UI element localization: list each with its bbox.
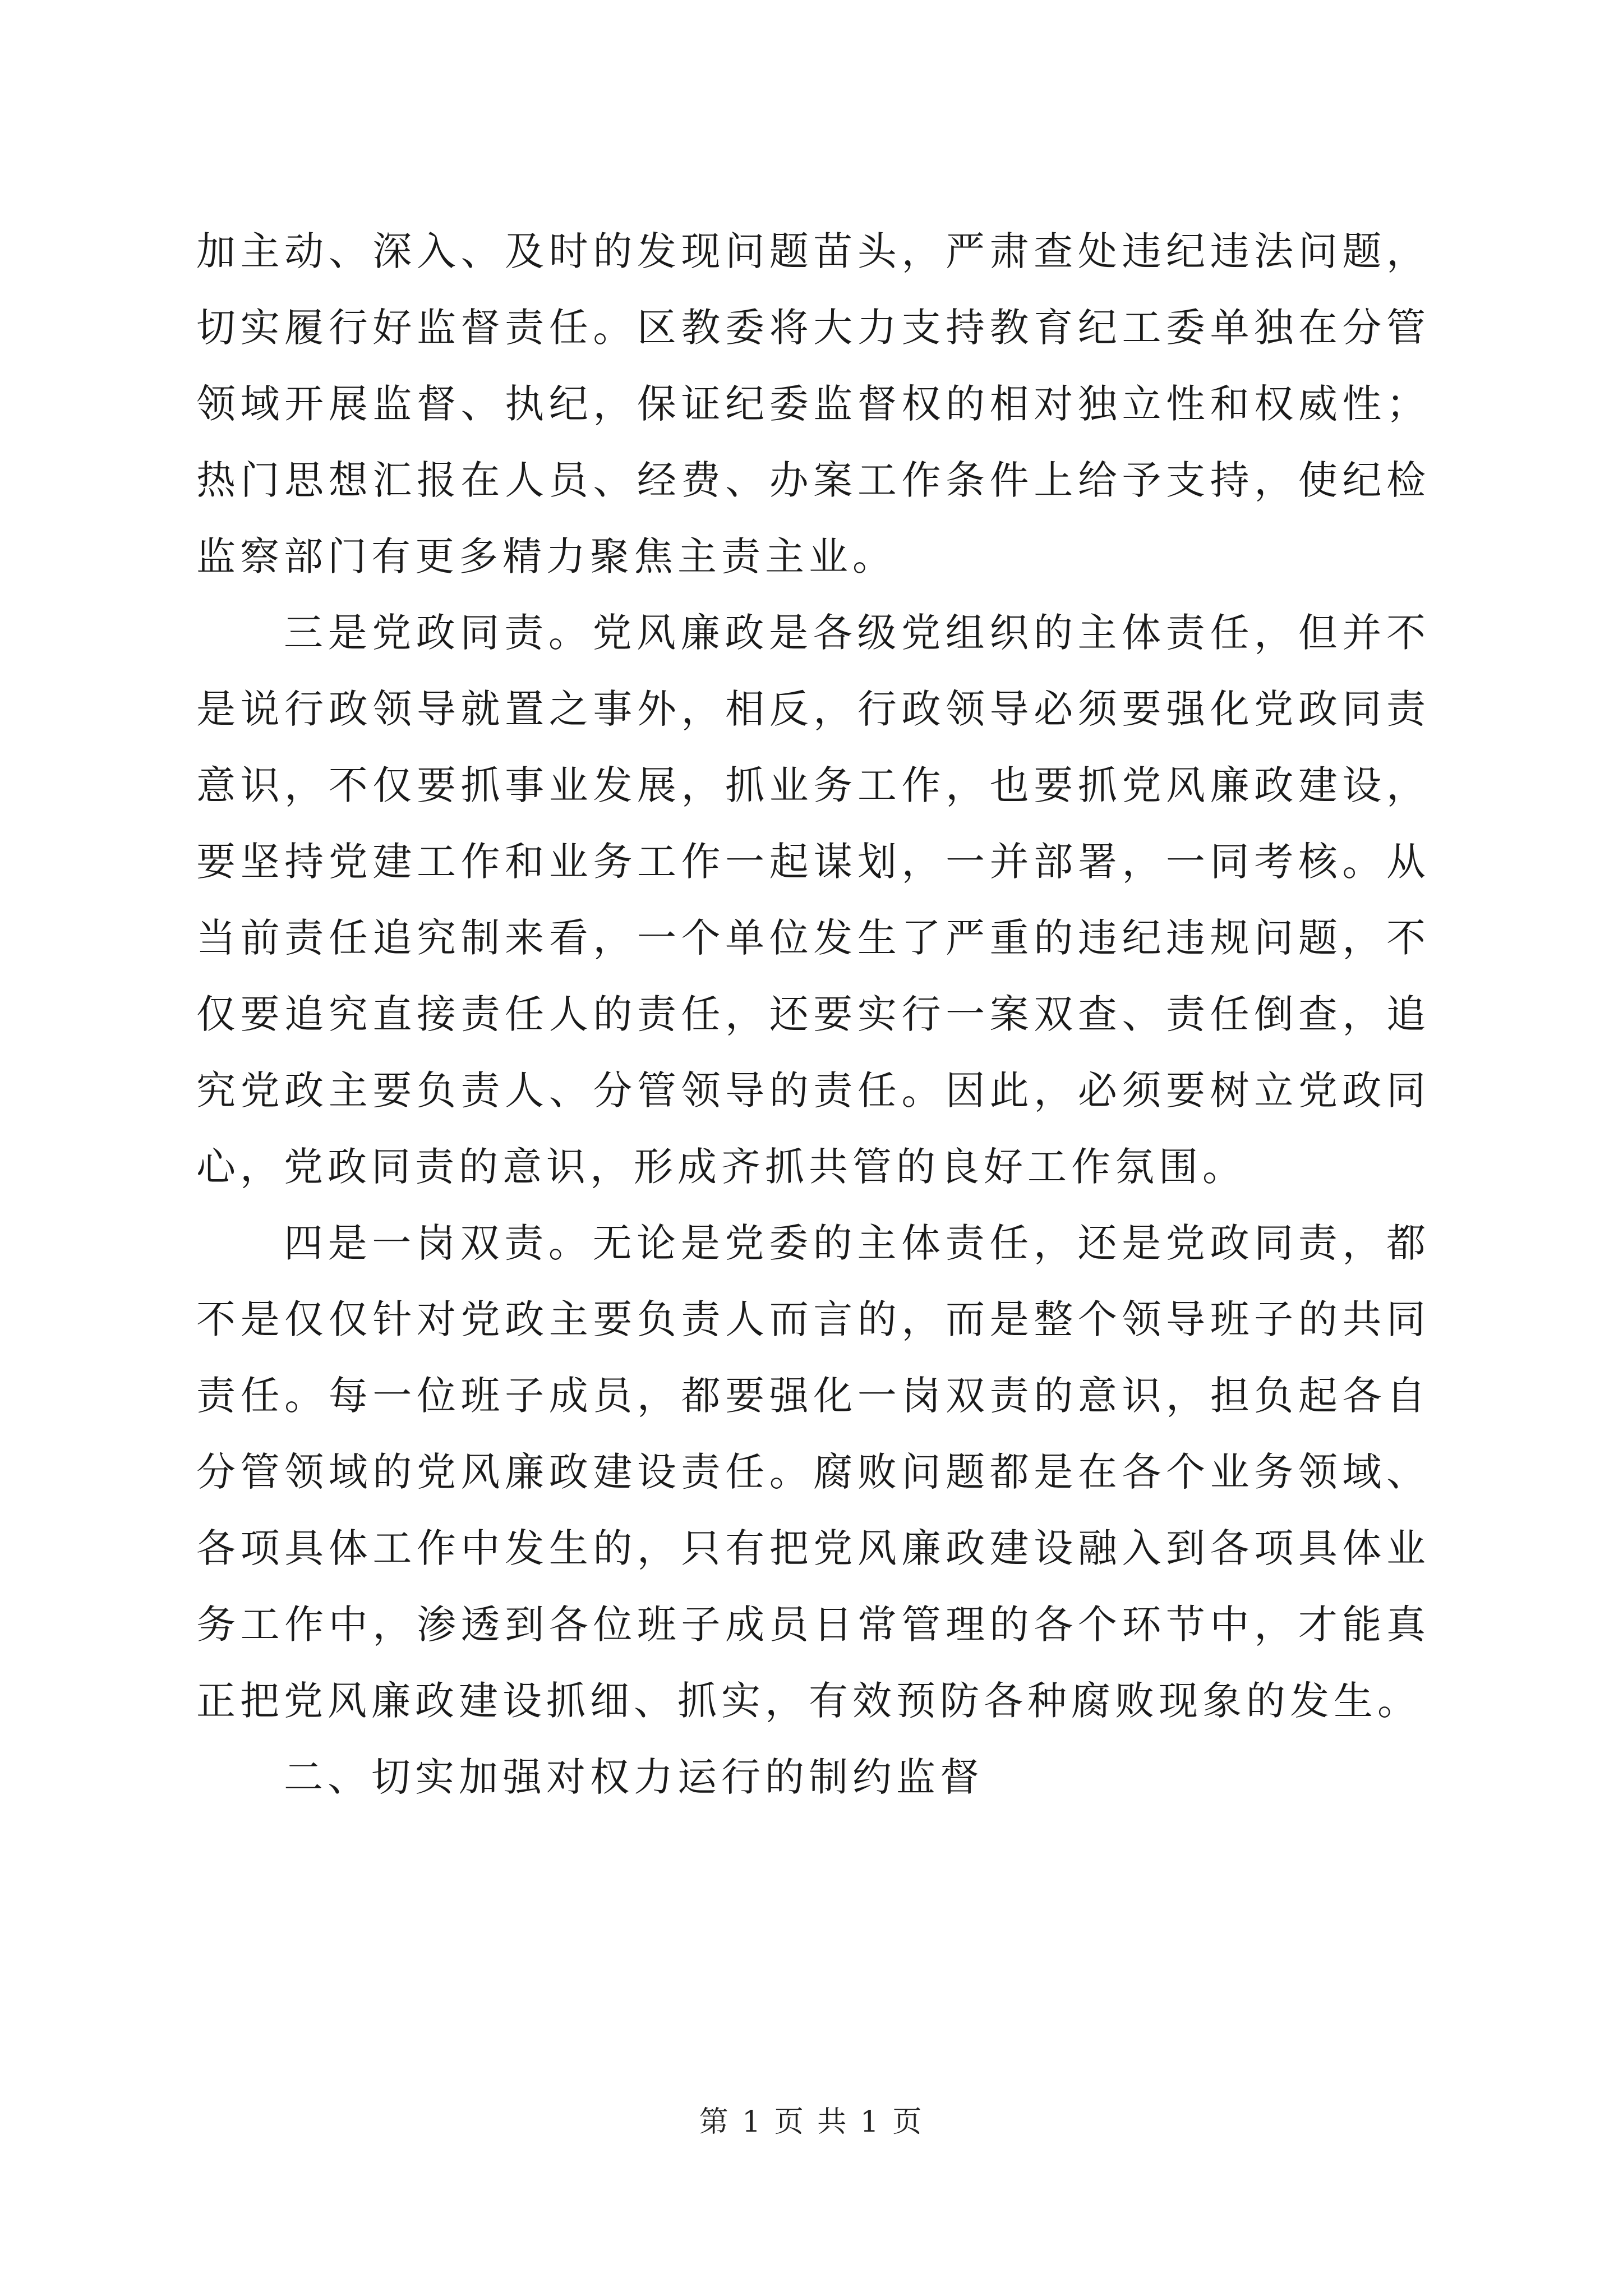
section-heading-power-supervision: 二、切实加强对权力运行的制约监督 xyxy=(284,1754,984,1800)
paragraph-supervision-duty: 加主动、深入、及时的发现问题苗头，严肃查处违纪违法问题，切实履行好监督责任。区教委将大力支持教育纪工委单独在分管领域开展监督、执纪，保证纪委监督权的相对独立性和权威性；热门思想汇报在人员、经费、办案工作条件上给予支持，使纪检监察部门有更多精力聚焦主责主业。 xyxy=(196,228,1430,579)
paragraph-one-post-two-duties: 四是一岗双责。无论是党委的主体责任，还是党政同责，都不是仅仅针对党政主要负责人而言的，而是整个领导班子的共同责任。每一位班子成员，都要强化一岗双责的意识，担负起各自分管领域的党风廉政建设责任。腐败问题都是在各个业务领域、各项具体工作中发生的，只有把党风廉政建设融入到各项具体业务工作中，渗透到各位班子成员日常管理的各个环节中，才能真正把党风廉政建设抓细、抓实，有效预防各种腐败现象的发生。 xyxy=(196,1220,1430,1724)
document-body xyxy=(196,213,1430,1815)
paragraph-party-government-responsibility: 三是党政同责。党风廉政是各级党组织的主体责任，但并不是说行政领导就置之事外，相反，行政领导必须要强化党政同责意识，不仅要抓事业发展，抓业务工作，也要抓党风廉政建设，要坚持党建工作和业务工作一起谋划，一并部署，一同考核。从当前责任追究制来看，一个单位发生了严重的违纪违规问题，不仅要追究直接责任人的责任，还要实行一案双查、责任倒查，追究党政主要负责人、分管领导的责任。因此，必须要树立党政同心，党政同责的意识，形成齐抓共管的良好工作氛围。 xyxy=(196,610,1430,1190)
page-number-footer: 第 1 页 共 1 页 xyxy=(699,2105,924,2139)
